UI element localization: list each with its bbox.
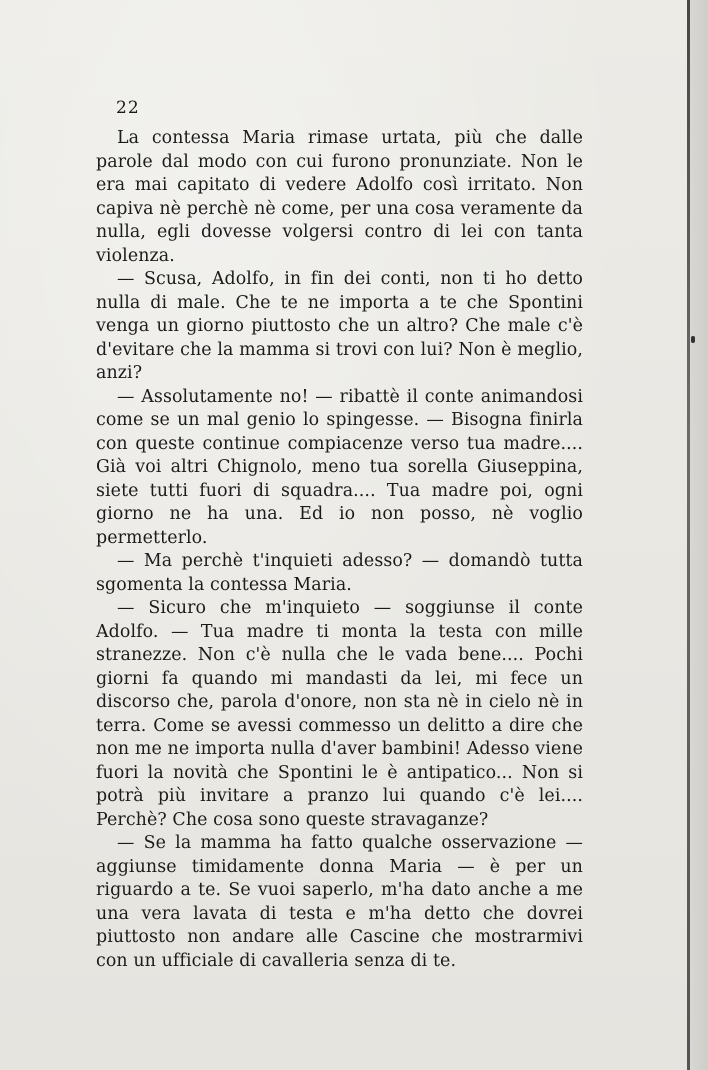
body-text (96, 127, 583, 973)
paragraph: — Assolutamente no! — ribattè il conte animandosi come se un mal genio lo spingesse. — Bisogna finirla con queste continue compiacenze verso tua madre.... Già voi altri Chignolo, meno tua sorella Giuseppina, siete tutti fuori di squadra.... Tua madre poi, ogni giorno ne ha una. Ed io non posso, nè voglio permetterlo. (96, 386, 583, 548)
paragraph: — Ma perchè t'inquieti adesso? — domandò tutta sgomenta la contessa Maria. (96, 551, 583, 595)
paragraph: — Scusa, Adolfo, in fin dei conti, non ti ho detto nulla di male. Che te ne importa a te che Spontini venga un giorno piuttosto che un altro? Che male c'è d'evitare che la mamma si trovi con lui? Non è meglio, anzi? (96, 269, 583, 383)
paragraph: — Sicuro che m'inquieto — soggiunse il conte Adolfo. — Tua madre ti monta la testa con mille stranezze. Non c'è nulla che le vada bene.... Pochi giorni fa quando mi mandasti da lei, mi fece un discorso che, parola d'onore, non sta nè in cielo nè in terra. Come se avessi commesso un delitto a dire che non me ne importa nulla d'aver bambini! Adesso viene fuori la novità che Spontini le è antipatico... Non si potrà più invitare a pranzo lui quando c'è lei.... Perchè? Che cosa sono queste stravaganze? (96, 598, 583, 830)
paragraph: La contessa Maria rimase urtata, più che dalle parole dal modo con cui furono pronunziate. Non le era mai capitato di vedere Adolfo così irritato. Non capiva nè perchè nè come, per una cosa veramente da nulla, egli dovesse volgersi contro di lei con tanta violenza. (96, 128, 583, 266)
binding-edge (687, 0, 690, 1070)
binding-shadow (690, 0, 708, 1070)
margin-mark (691, 336, 695, 343)
paragraph: — Se la mamma ha fatto qualche osservazione — aggiunse timidamente donna Maria — è per un riguardo a te. Se vuoi saperlo, m'ha dato anche a me una vera lavata di testa e m'ha detto che dovrei piuttosto non andare alle Cascine che mostrarmivi con un ufficiale di cavalleria senza di te. (96, 833, 583, 971)
page-number: 22 (116, 98, 140, 118)
